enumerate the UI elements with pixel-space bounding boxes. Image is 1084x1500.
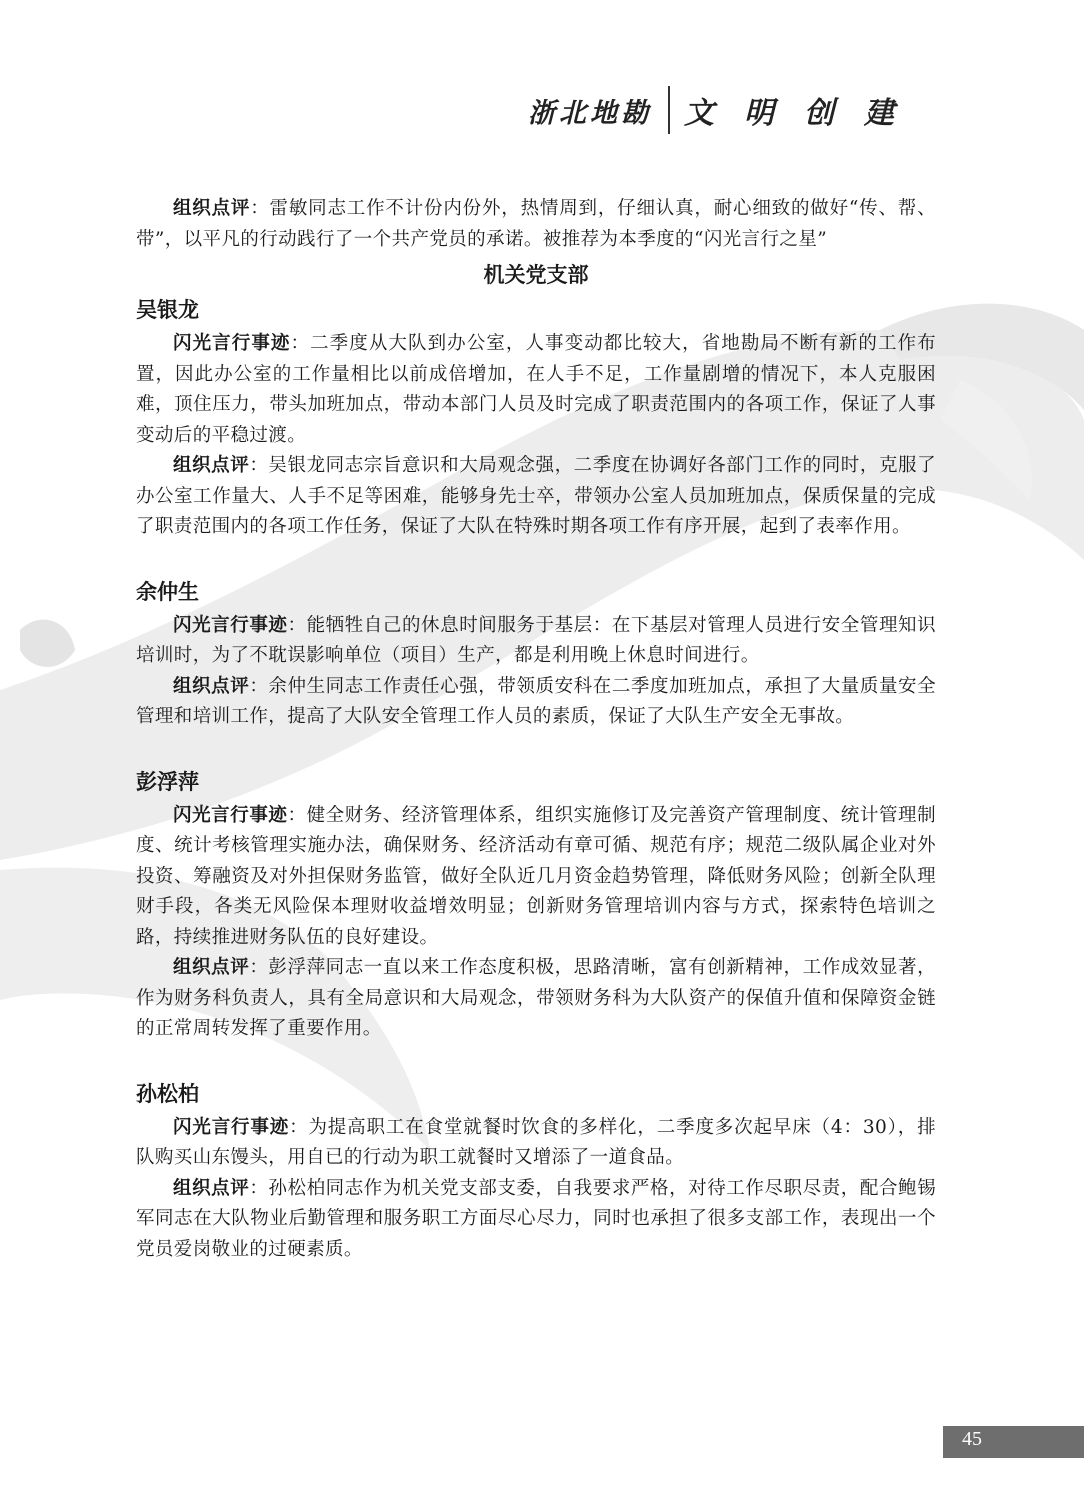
review-label: 组织点评 xyxy=(173,455,250,476)
intro-review xyxy=(136,194,936,255)
review-paragraph xyxy=(136,1174,936,1266)
deed-text: ：为提高职工在食堂就餐时饮食的多样化，二季度多次起早床（4：30），排队购买山东馒头，用自已的行动为职工就餐时又增添了一道食品。 xyxy=(136,1116,936,1168)
review-text: ：彭浮萍同志一直以来工作态度积极，思路清晰，富有创新精神，工作成效显著，作为财务科负责人，具有全局意识和大局观念，带领财务科为大队资产的保值升值和保障资金链的正常周转发挥了重要作用。 xyxy=(136,957,936,1039)
intro-review-text: ：雷敏同志工作不计份内份外，热情周到，仔细认真，耐心细致的做好“传、帮、带”，以平凡的行动践行了一个共产党员的承诺。被推荐为本季度的“闪光言行之星” xyxy=(136,198,936,250)
person-name: 余仲生 xyxy=(136,579,199,604)
magazine-title: 浙北地勘 xyxy=(528,97,652,129)
review-label: 组织点评 xyxy=(173,198,251,219)
deed-label: 闪光言行事迹 xyxy=(173,333,291,354)
deed-paragraph xyxy=(136,1113,936,1174)
deed-paragraph xyxy=(136,611,936,672)
person-block xyxy=(136,765,936,1045)
article-body xyxy=(136,194,936,1265)
spacer xyxy=(136,733,936,765)
deed-text: ：健全财务、经济管理体系，组织实施修订及完善资产管理制度、统计管理制度、统计考核管理实施办法，确保财务、经济活动有章可循、规范有序；规范二级队属企业对外投资、筹融资及对外担保财务监管，做好全队近几月资金趋势管理，降低财务风险；创新全队理财手段，各类无风险保本理财收益增效明显；创新财务管理培训内容与方式，探索特色培训之路，持续推进财务队伍的良好建设。 xyxy=(136,804,936,948)
person-block xyxy=(136,293,936,543)
person-block xyxy=(136,1077,936,1266)
deed-label: 闪光言行事迹 xyxy=(173,1116,290,1138)
review-paragraph xyxy=(136,672,936,733)
deed-text: ：能牺牲自己的休息时间服务于基层：在下基层对管理人员进行安全管理知识培训时，为了不耽误影响单位（项目）生产，都是利用晚上休息时间进行。 xyxy=(136,614,936,666)
section-title: 文明创建 xyxy=(684,96,924,131)
person-name: 孙松柏 xyxy=(136,1081,199,1106)
person-name: 彭浮萍 xyxy=(136,769,199,794)
review-paragraph xyxy=(136,953,936,1045)
review-text: ：孙松柏同志作为机关党支部支委，自我要求严格，对待工作尽职尽责，配合鲍锡军同志在大队物业后勤管理和服务职工方面尽心尽力，同时也承担了很多支部工作，表现出一个党员爱岗敬业的过硬素质。 xyxy=(136,1177,936,1260)
deed-paragraph xyxy=(136,329,936,451)
page-number: 45 xyxy=(962,1428,982,1450)
person-name: 吴银龙 xyxy=(136,298,199,322)
spacer xyxy=(136,543,936,575)
review-text: ：吴银龙同志宗旨意识和大局观念强，二季度在协调好各部门工作的同时，克服了办公室工作量大、人手不足等困难，能够身先士卒，带领办公室人员加班加点，保质保量的完成了职责范围内的各项工作任务，保证了大队在特殊时期各项工作有序开展，起到了表率作用。 xyxy=(136,455,936,537)
spacer xyxy=(136,1045,936,1077)
deed-label: 闪光言行事迹 xyxy=(173,614,288,636)
review-label: 组织点评 xyxy=(173,1177,250,1199)
header-divider xyxy=(668,86,670,134)
review-paragraph xyxy=(136,451,936,543)
deed-paragraph xyxy=(136,801,936,954)
deed-label: 闪光言行事迹 xyxy=(173,804,288,826)
deed-text: ：二季度从大队到办公室，人事变动都比较大，省地勘局不断有新的工作布置，因此办公室的工作量相比以前成倍增加，在人手不足，工作量剧增的情况下，本人克服困难，顶住压力，带头加班加点，带动本部门人员及时完成了职责范围内的各项工作，保证了人事变动后的平稳过渡。 xyxy=(136,333,937,446)
review-text: ：余仲生同志工作责任心强，带领质安科在二季度加班加点，承担了大量质量安全管理和培训工作，提高了大队安全管理工作人员的素质，保证了大队生产安全无事故。 xyxy=(136,675,936,727)
person-block xyxy=(136,575,936,733)
department-title: 机关党支部 xyxy=(483,263,589,287)
review-label: 组织点评 xyxy=(173,957,250,978)
review-label: 组织点评 xyxy=(173,675,250,697)
page-header xyxy=(528,84,924,136)
